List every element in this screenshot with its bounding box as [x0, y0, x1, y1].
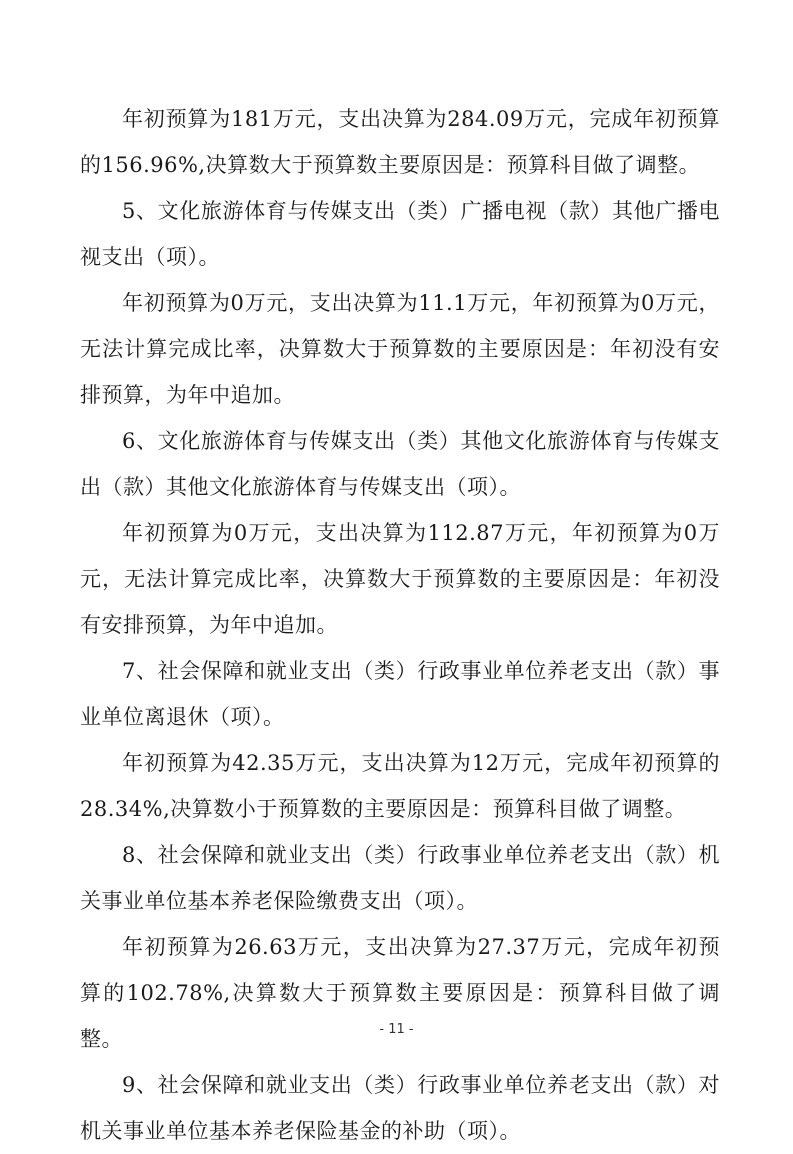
paragraph: 年初预算为0万元，支出决算为11.1万元，年初预算为0万元，无法计算完成比率，决算数大于预算数的主要原因是：年初没有安排预算，为年中追加。 — [80, 291, 720, 407]
paragraph: 9、社会保障和就业支出（类）行政事业单位养老支出（款）对机关事业单位基本养老保险基金的补助（项）。 — [80, 1073, 720, 1143]
paragraph: 年初预算为0万元，支出决算为112.87万元，年初预算为0万元，无法计算完成比率，决算数大于预算数的主要原因是：年初没有安排预算，为年中追加。 — [80, 521, 720, 637]
paragraph: 年初预算为42.35万元，支出决算为12万元，完成年初预算的28.34%,决算数小于预算数的主要原因是：预算科目做了调整。 — [80, 751, 720, 821]
document-body — [80, 96, 720, 1154]
page-number: - 11 - — [379, 1022, 414, 1037]
paragraph: 8、社会保障和就业支出（类）行政事业单位养老支出（款）机关事业单位基本养老保险缴费支出（项）。 — [80, 843, 720, 913]
paragraph: 7、社会保障和就业支出（类）行政事业单位养老支出（款）事业单位离退休（项）。 — [80, 659, 720, 729]
paragraph: 年初预算为26.63万元，支出决算为27.37万元，完成年初预算的102.78%,决算数大于预算数主要原因是：预算科目做了调整。 — [80, 935, 720, 1051]
paragraph: 6、文化旅游体育与传媒支出（类）其他文化旅游体育与传媒支出（款）其他文化旅游体育与传媒支出（项）。 — [80, 429, 720, 499]
paragraph: 5、文化旅游体育与传媒支出（类）广播电视（款）其他广播电视支出（项）。 — [80, 199, 720, 269]
paragraph: 年初预算为181万元，支出决算为284.09万元，完成年初预算的156.96%,决算数大于预算数主要原因是：预算科目做了调整。 — [80, 107, 720, 177]
